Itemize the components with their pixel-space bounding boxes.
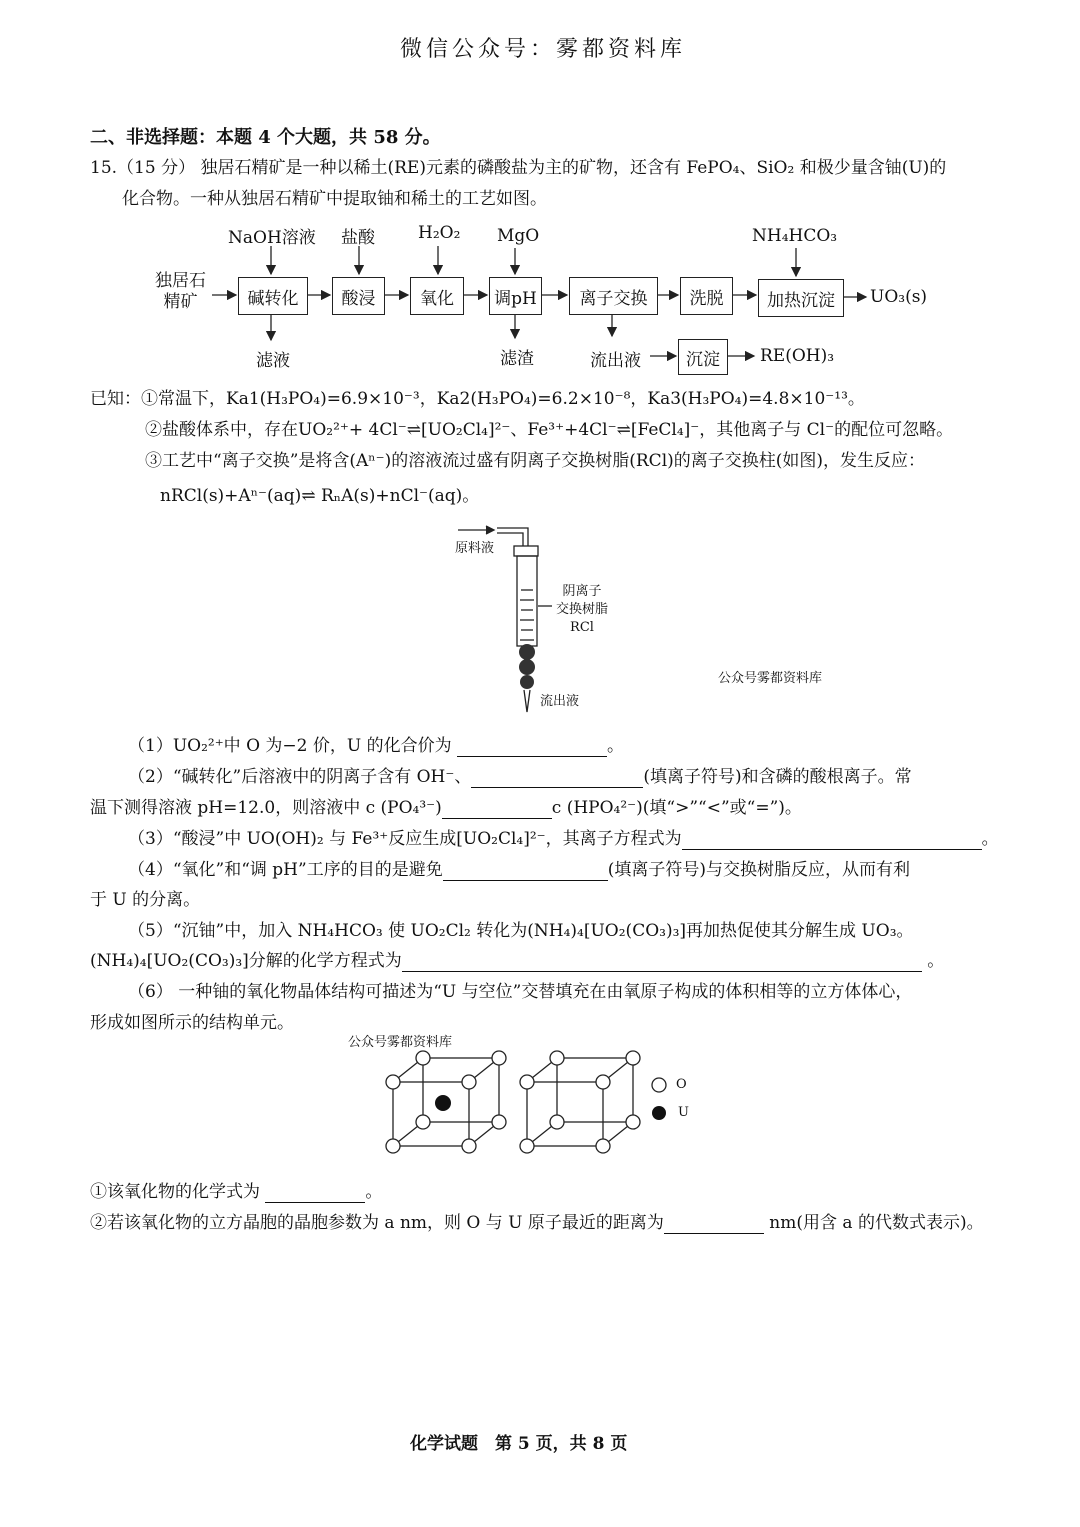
output-uo3: UO₃(s) [870, 287, 928, 307]
sub-1 [90, 1181, 382, 1203]
output-effluent: 流出液 [590, 351, 641, 371]
sub-2-end: nm(用含 a 的代数式表示)。 [769, 1213, 984, 1233]
part-3-end: 。 [981, 829, 999, 849]
section-title: 二、非选择题：本题 4 个大题，共 58 分。 [90, 127, 441, 148]
box-ion-exchange: 离子交换 [569, 277, 658, 315]
box-precipitate: 沉淀 [678, 339, 728, 375]
known-3-equation: nRCl(s)+Aⁿ⁻(aq)⇌ RₙA(s)+nCl⁻(aq)。 [160, 486, 480, 506]
part-3-text: （3）“酸浸”中 UO(OH)₂ 与 Fe³⁺反应生成[UO₂Cl₄]²⁻，其离子方程式为 [128, 829, 682, 849]
page-footer: 化学试题 第 5 页，共 8 页 [410, 1434, 628, 1454]
box-alkali-conversion: 碱转化 [238, 277, 308, 315]
box-oxidation: 氧化 [410, 277, 464, 315]
known-3: ③工艺中“离子交换”是将含(Aⁿ⁻)的溶液流过盛有阴离子交换树脂(RCl)的离子交换柱(如图)，发生反应： [145, 451, 926, 471]
sub-1-text: ①该氧化物的化学式为 [90, 1182, 260, 1202]
output-re-oh3: RE(OH)₃ [760, 346, 835, 366]
part-4b: 于 U 的分离。 [90, 890, 201, 910]
part-4a-text: （4）“氧化”和“调 pH”工序的目的是避免 [128, 860, 443, 880]
answer-blank-6-1[interactable] [265, 1185, 365, 1203]
part-2a-end: (填离子符号)和含磷的酸根离子。常 [643, 767, 912, 787]
part-5a: （5）“沉铀”中，加入 NH₄HCO₃ 使 UO₂Cl₂ 转化为(NH₄)₄[UO₂(CO₃)₃]再加热促使其分解生成 UO₃。 [128, 921, 914, 941]
output-filtrate: 滤液 [256, 351, 290, 371]
known-2: ②盐酸体系中，存在UO₂²⁺+ 4Cl⁻⇌[UO₂Cl₄]²⁻、Fe³⁺+4Cl⁻⇌[FeCl₄]⁻，其他离子与 Cl⁻的配位可忽略。 [145, 420, 954, 440]
part-1-end: 。 [607, 736, 625, 756]
sub-2 [90, 1212, 984, 1234]
flow-start-line2: 精矿 [163, 292, 198, 312]
box-adjust-ph: 调pH [489, 277, 542, 315]
part-1-text: （1）UO₂²⁺中 O 为−2 价，U 的化合价为 [128, 736, 452, 756]
part-2a-text: （2）“碱转化”后溶液中的阴离子含有 OH⁻、 [128, 767, 472, 787]
part-2b-text: 温下测得溶液 pH=12.0，则溶液中 c (PO₄³⁻) [90, 798, 442, 818]
known-1: 已知：①常温下，Ka1(H₃PO₄)=6.9×10⁻³，Ka2(H₃PO₄)=6.2×10⁻⁸，Ka3(H₃PO₄)=4.8×10⁻¹³。 [90, 389, 865, 409]
column-feed-label: 原料液 [455, 541, 495, 556]
resin-line2: 交换树脂 [556, 602, 609, 617]
part-6b: 形成如图所示的结构单元。 [90, 1013, 294, 1033]
part-5b-end: 。 [927, 951, 945, 971]
answer-blank-6-2[interactable] [664, 1216, 764, 1234]
sub-2-text: ②若该氧化物的立方晶胞的晶胞参数为 a nm，则 O 与 U 原子最近的距离为 [90, 1213, 664, 1233]
box-acid-leach: 酸浸 [332, 277, 385, 315]
watermark-2: 公众号雾都资料库 [348, 1035, 453, 1050]
box-elution: 洗脱 [680, 277, 733, 315]
sub-1-end: 。 [365, 1182, 383, 1202]
flow-start-line1: 独居石 [155, 271, 206, 291]
watermark-1: 公众号雾都资料库 [718, 671, 823, 686]
header-source: 微信公众号：雾都资料库 [400, 37, 687, 62]
reagent-nh4hco3: NH₄HCO₃ [752, 226, 838, 246]
legend-u: U [678, 1105, 689, 1120]
part-4a-end: (填离子符号)与交换树脂反应，从而有利 [607, 860, 910, 880]
reagent-h2o2: H₂O₂ [418, 223, 461, 243]
column-outflow-label: 流出液 [540, 694, 580, 709]
resin-line1: 阴离子 [562, 584, 602, 599]
output-residue: 滤渣 [500, 349, 534, 369]
reagent-naoh: NaOH溶液 [228, 228, 316, 248]
legend-o: O [676, 1077, 687, 1092]
part-5b-text: (NH₄)₄[UO₂(CO₃)₃]分解的化学方程式为 [90, 951, 402, 971]
box-heat-precipitate: 加热沉淀 [758, 279, 844, 317]
part-2b-end: c (HPO₄²⁻)(填“>”“<”或“=”)。 [551, 798, 802, 818]
question-intro-2: 化合物。一种从独居石精矿中提取铀和稀土的工艺如图。 [122, 189, 547, 209]
reagent-mgo: MgO [497, 226, 540, 246]
part-6a: （6） 一种铀的氧化物晶体结构可描述为“U 与空位”交替填充在由氧原子构成的体积相等的立方体体心， [128, 982, 913, 1002]
resin-line3: RCl [570, 620, 594, 635]
reagent-hcl: 盐酸 [341, 228, 375, 248]
question-intro-1: 15.（15 分） 独居石精矿是一种以稀土(RE)元素的磷酸盐为主的矿物，还含有 FePO₄、SiO₂ 和极少量含铀(U)的 [90, 158, 947, 178]
